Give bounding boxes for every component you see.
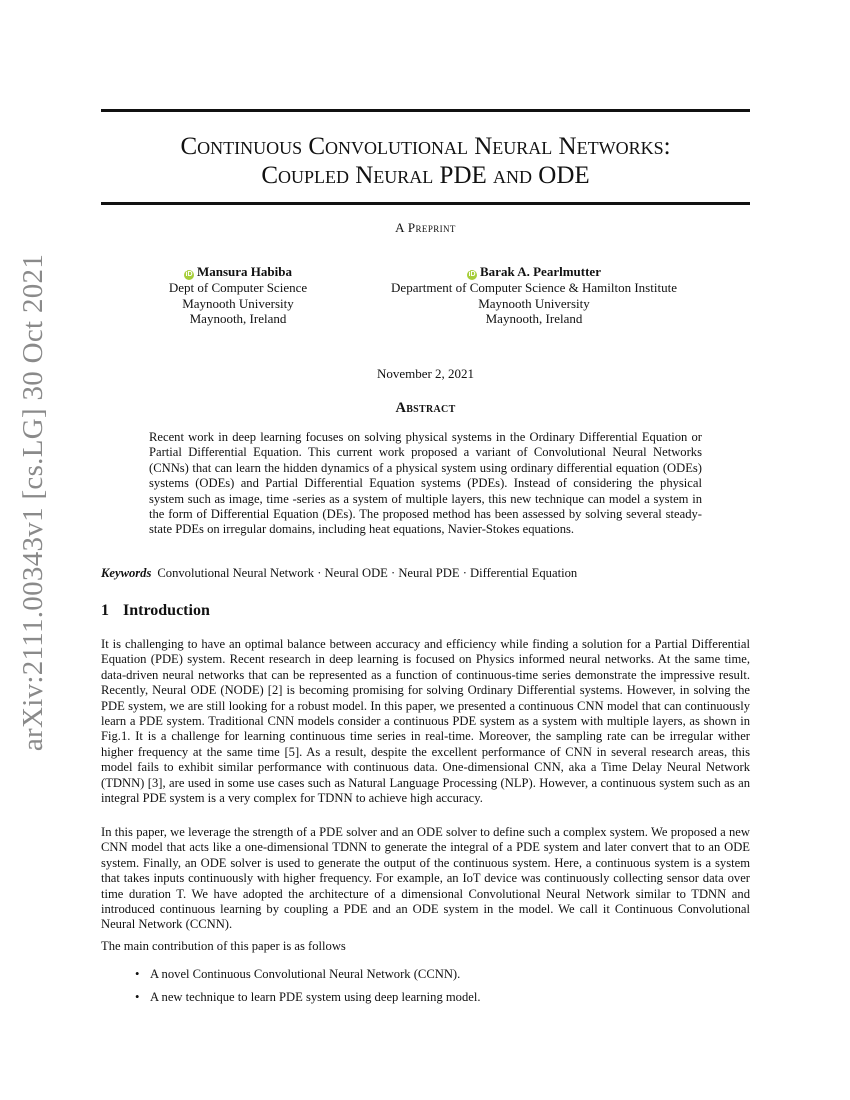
section-heading-introduction [101,602,210,620]
arxiv-sidebar-stamp [10,253,58,751]
orcid-icon[interactable]: iD [185,271,193,278]
arxiv-identifier: arXiv:2111.00343v1 [cs.LG] 30 Oct 2021 [17,253,50,751]
author-affiliation-line: Maynooth University [478,295,590,311]
section-title: Introduction [123,602,210,619]
bullet-icon: • [135,967,140,981]
author-block-2 [366,264,702,327]
list-item [130,990,750,1005]
preprint-label: A Preprint [395,220,456,235]
author-affiliation-line: Maynooth, Ireland [485,311,583,326]
author-affiliation-line: Department of Computer Science & Hamilton Institute [391,280,677,295]
keywords-text: Convolutional Neural Network · Neural ODE · Neural PDE · Differential Equation [157,566,578,580]
keywords [101,566,577,581]
list-item [130,967,750,982]
paper-title [101,132,750,190]
intro-paragraph-1: It is challenging to have an optimal balance between accuracy and efficiency while finding a solution for a Partial Differential Equation (PDE) system. Recent research in deep learning is focused on Physics informed neural networks. At the same time, data-driven neural networks that can be represented as a function of continuous-time series demonstrate the impressive result. Recently, Neural ODE (NODE) [2] is becoming promising for solving Ordinary Differential systems. However, in solving the PDE system, we are still looking for a robust model. In this paper, we presented a continuous CNN model that can continuously learn a PDE system. Traditional CNN models consider a continuous PDE system as a system with multiple layers, as shown in Fig.1. It is a challenge for learning continuous time series in real-time. Moreover, the sampling rate can be irregular wither higher frequency at the same time [5]. As a result, despite the excellent performance of CNN in several research areas, this model fails to exhibit similar performance with continuous data. One-dimensional CNN, aka a Time Delay Neural Network (TDNN) [3], are used in some use cases such as Natural Language Processing (NLP). However, a continuous system such as an integral PDE system is a very complex for TDNN to achieve high accuracy. [101,637,750,806]
intro-paragraph-2: In this paper, we leverage the strength of a PDE solver and an ODE solver to define such a complex system. We proposed a new CNN model that acts like a one-dimensional TDNN to generate the integral of a PDE system and later convert that to an ODE system. Finally, an ODE solver is used to generate the output of the continuous system. Here, a continuous system is a system that takes inputs continuously with higher frequency. For example, an IoT device was continuously collecting sensor data over time duration T. We have adopted the architecture of a dimensional Convolutional Neural Network similar to TDNN and introduced continuous learning by coupling a PDE and an ODE system in the model. We call it Continuous Convolutional Neural Network (CCNN). [101,825,750,932]
author-name: Barak A. Pearlmutter [480,264,601,279]
author-affiliation-line: Dept of Computer Science [168,280,308,295]
abstract-text: Recent work in deep learning focuses on solving physical systems in the Ordinary Differential Equation or Partial Differential Equation. This current work proposed a variant of Convolutional Neural Networks (CNNs) that can learn the hidden dynamics of a physical system using ordinary differential equation (ODEs) systems (ODEs) and Partial Differential Equation systems (PDEs). Instead of considering the physical system such as image, time -series as a system of multiple layers, this new technique can model a system in the form of Differential Equation (DEs). The proposed method has been assessed by solving several steady-state PDEs on irregular domains, including heat equations, Navier-Stokes equations. [149,430,702,537]
section-number: 1 [101,602,109,619]
keywords-label: Keywords [101,566,152,580]
paper-title-line-1: Continuous Convolutional Neural Networks: [180,133,671,160]
title-bottom-rule [101,202,750,205]
author-name-line [149,264,327,280]
author-block-1 [149,264,327,327]
contributions-list [130,967,750,1013]
bullet-icon: • [135,990,140,1004]
author-name-line [366,264,702,280]
contribution-text: A novel Continuous Convolutional Neural Network (CCNN). [150,967,461,981]
contribution-text: A new technique to learn PDE system using deep learning model. [150,990,481,1004]
author-affiliation-line: Maynooth, Ireland [189,311,287,326]
abstract-heading: Abstract [395,400,456,416]
publication-date: November 2, 2021 [376,366,475,381]
author-name: Mansura Habiba [197,264,292,279]
title-top-rule [101,109,750,112]
intro-paragraph-3: The main contribution of this paper is as follows [101,939,346,953]
orcid-icon[interactable]: iD [468,271,476,278]
author-affiliation-line: Maynooth University [182,295,294,311]
paper-title-line-2: Coupled Neural PDE and ODE [261,162,590,189]
